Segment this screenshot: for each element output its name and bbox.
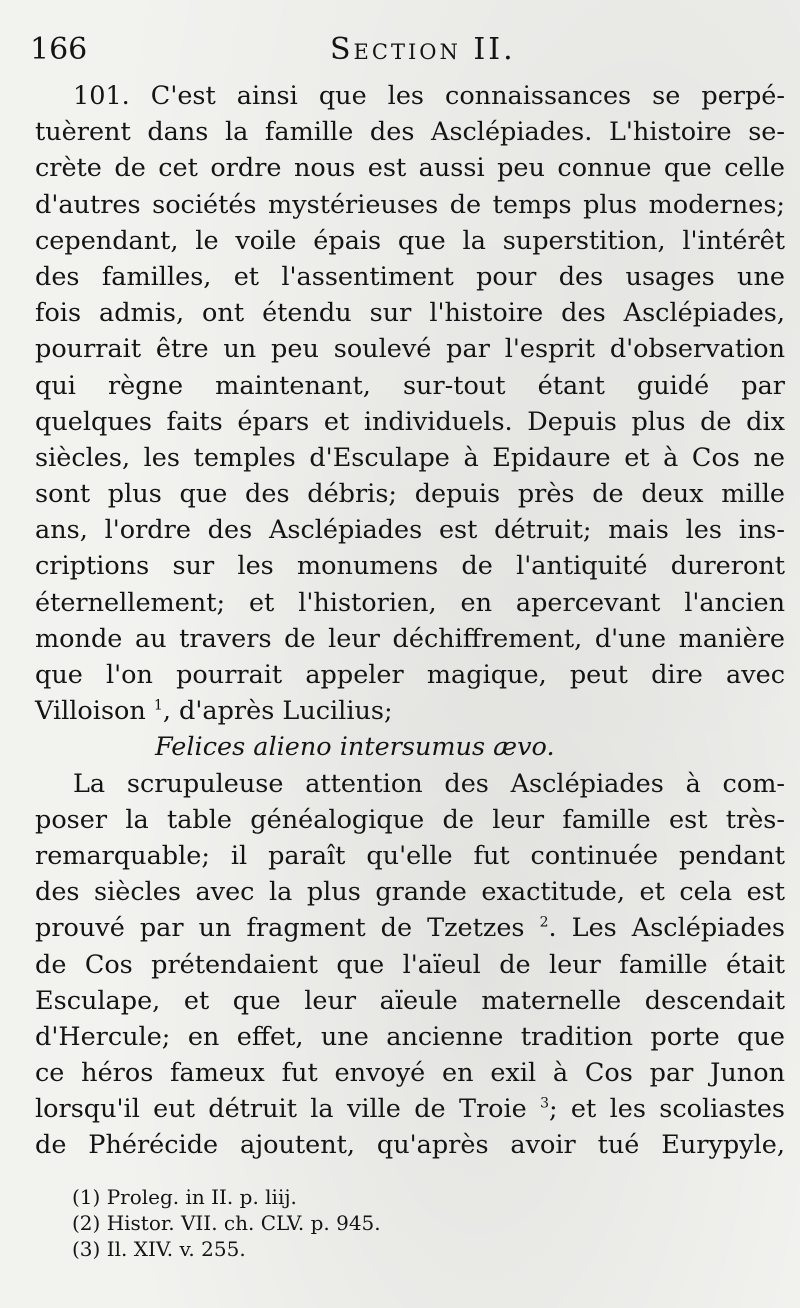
verse-quotation: Felices alieno intersumus ævo. [155,732,555,763]
text-line: ans, l'ordre des Asclépiades est détruit; mais les ins- [35,515,785,546]
text-line: qui règne maintenant, sur-tout étant guidé par [35,370,785,401]
text-line [35,910,785,946]
text-line: des siècles avec la plus grande exactitude, et cela est [35,877,785,908]
text-line: fois admis, ont étendu sur l'histoire des Asclépiades, [35,298,785,329]
page-number: 166 [30,32,88,67]
text-line: des familles, et l'assentiment pour des usages une [35,261,785,292]
line-text: Villoison [35,696,146,727]
line-text: , d'après Lucilius; [162,696,393,727]
text-line: d'Hercule; en effet, une ancienne tradition porte que [35,1021,785,1052]
text-line: criptions sur les monumens de l'antiquité dureront [35,551,785,582]
text-line: crète de cet ordre nous est aussi peu connue que celle [35,153,785,184]
running-head: Section II. [330,32,516,67]
text-line: cependant, le voile épais que la superstition, l'intérêt [35,225,785,256]
text-line: ce héros fameux fut envoyé en exil à Cos par Junon [35,1058,785,1089]
text-line: de Phérécide ajoutent, qu'après avoir tué Eurypyle, [35,1130,785,1161]
text-line: siècles, les temples d'Esculape à Epidaure et à Cos ne [35,442,785,473]
text-line: sont plus que des débris; depuis près de deux mille [35,479,785,510]
footnote: (3) Il. XIV. v. 255. [72,1237,246,1261]
text-line: quelques faits épars et individuels. Depuis plus de dix [35,406,785,437]
text-line: monde au travers de leur déchiffrement, d'une manière [35,623,785,654]
text-line [35,1091,785,1127]
footnote-ref: 3 [540,1095,550,1112]
text-line: de Cos prétendaient que l'aïeul de leur famille était [35,949,785,980]
text-line: que l'on pourrait appeler magique, peut dire avec [35,660,785,690]
body-text [35,78,785,1164]
page-header [30,30,780,70]
text-line: pourrait être un peu soulevé par l'esprit d'observation [35,334,785,365]
text-line: La scrupuleuse attention des Asclépiades à com- [73,768,785,799]
footnote-ref: 2 [539,914,549,931]
footnote-ref: 1 [153,697,163,714]
text-line: tuèrent dans la famille des Asclépiades. L'histoire se- [35,117,785,148]
line-text: . Les Asclépiades [548,913,786,944]
text-line: poser la table généalogique de leur famille est très- [35,804,785,835]
line-text: prouvé par un fragment de Tzetzes [35,913,525,944]
footnotes [72,1184,381,1262]
line-text: lorsqu'il eut détruit la ville de Troie [35,1094,527,1125]
text-line: Esculape, et que leur aïeule maternelle descendait [35,985,785,1016]
text-line: 101. C'est ainsi que les connaissances se perpé- [73,81,785,111]
text-line: d'autres sociétés mystérieuses de temps plus modernes; [35,189,785,220]
footnote: (2) Histor. VII. ch. CLV. p. 945. [72,1211,381,1235]
line-text: ; et les scoliastes [549,1094,785,1125]
text-line: remarquable; il paraît qu'elle fut continuée pendant [35,840,785,871]
text-line: éternellement; et l'historien, en apercevant l'ancien [35,587,785,618]
text-line [35,693,785,729]
footnote: (1) Proleg. in II. p. liij. [72,1185,297,1209]
